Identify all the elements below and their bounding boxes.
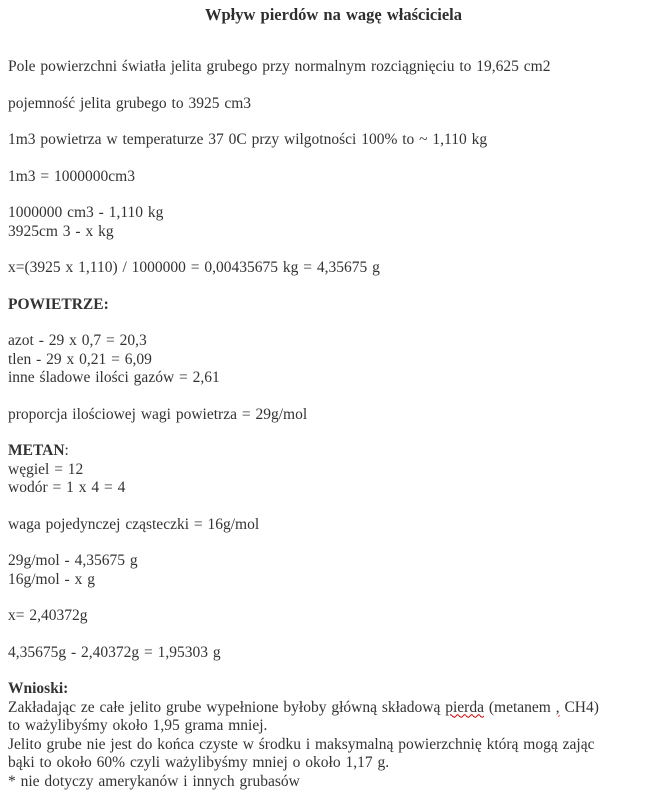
text-run: 4,35675g - 2,40372g = 1,95303 g — [8, 643, 221, 661]
text-run: inne śladowe ilości gazów = 2,61 — [8, 369, 220, 386]
text-run: CH4) — [559, 698, 599, 716]
text-run: * nie dotyczy amerykanów i innych grubasów — [8, 772, 300, 790]
paragraph — [8, 296, 659, 315]
text-run: 16g/mol - x g — [8, 570, 95, 588]
paragraph — [8, 204, 659, 241]
text-run: węgiel = 12 — [8, 460, 84, 478]
paragraph — [8, 131, 659, 150]
paragraph — [8, 552, 659, 589]
paragraph — [8, 442, 659, 498]
text-run: to ważylibyśmy około 1,95 grama mniej. — [8, 717, 268, 734]
paragraph — [8, 168, 659, 187]
text-run: Jelito grube nie jest do końca czyste w środku i maksymalną powierzchnię którą mogą zając — [8, 735, 595, 753]
paragraph — [8, 259, 659, 278]
paragraph — [8, 58, 659, 77]
bold-heading-text: METAN — [8, 442, 65, 459]
paragraph — [8, 516, 659, 535]
text-run: 29g/mol - 4,35675 g — [8, 552, 138, 569]
text-run: azot - 29 x 0,7 = 20,3 — [8, 332, 147, 349]
paragraph — [8, 680, 659, 791]
paragraph — [8, 644, 659, 663]
paragraph — [8, 406, 659, 425]
text-run: pojemność jelita grubego to 3925 cm3 — [8, 94, 252, 112]
bold-heading-text: POWIETRZE: — [8, 295, 109, 313]
paragraph — [8, 332, 659, 388]
misspelled-word: , — [555, 698, 560, 716]
paragraph — [8, 95, 659, 114]
text-run: (metanem — [483, 698, 556, 716]
text-run: : — [64, 442, 69, 459]
text-run: x= 2,40372g — [8, 607, 88, 624]
text-run: 1m3 = 1000000cm3 — [8, 167, 135, 185]
text-run: 3925cm 3 - x kg — [8, 222, 114, 240]
text-run: Zakładając ze całe jelito grube wypełnione byłoby główną składową — [8, 698, 446, 716]
text-run: waga pojedynczej cząsteczki = 16g/mol — [8, 515, 260, 533]
text-run: tlen - 29 x 0,21 = 6,09 — [8, 350, 152, 368]
text-run: bąki to około 60% czyli ważylibyśmy mniej o około 1,17 g. — [8, 754, 390, 771]
text-run: Pole powierzchni światła jelita grubego przy normalnym rozciągnięciu to 19,625 cm2 — [8, 58, 551, 75]
text-run: 1m3 powietrza w temperaturze 37 0C przy wilgotności 100% to ~ 1,110 kg — [8, 131, 488, 148]
paragraph — [8, 607, 659, 626]
misspelled-word: pierda — [445, 698, 484, 716]
text-run: 1000000 cm3 - 1,110 kg — [8, 204, 164, 221]
bold-heading-text: Wnioski: — [8, 680, 69, 697]
text-run: proporcja ilościowej wagi powietrza = 29g/mol — [8, 405, 308, 423]
document-title: Wpływ pierdów na wagę właściciela — [205, 5, 462, 24]
text-run: wodór = 1 x 4 = 4 — [8, 479, 126, 496]
text-run: x=(3925 x 1,110) / 1000000 = 0,00435675 kg = 4,35675 g — [8, 259, 380, 276]
